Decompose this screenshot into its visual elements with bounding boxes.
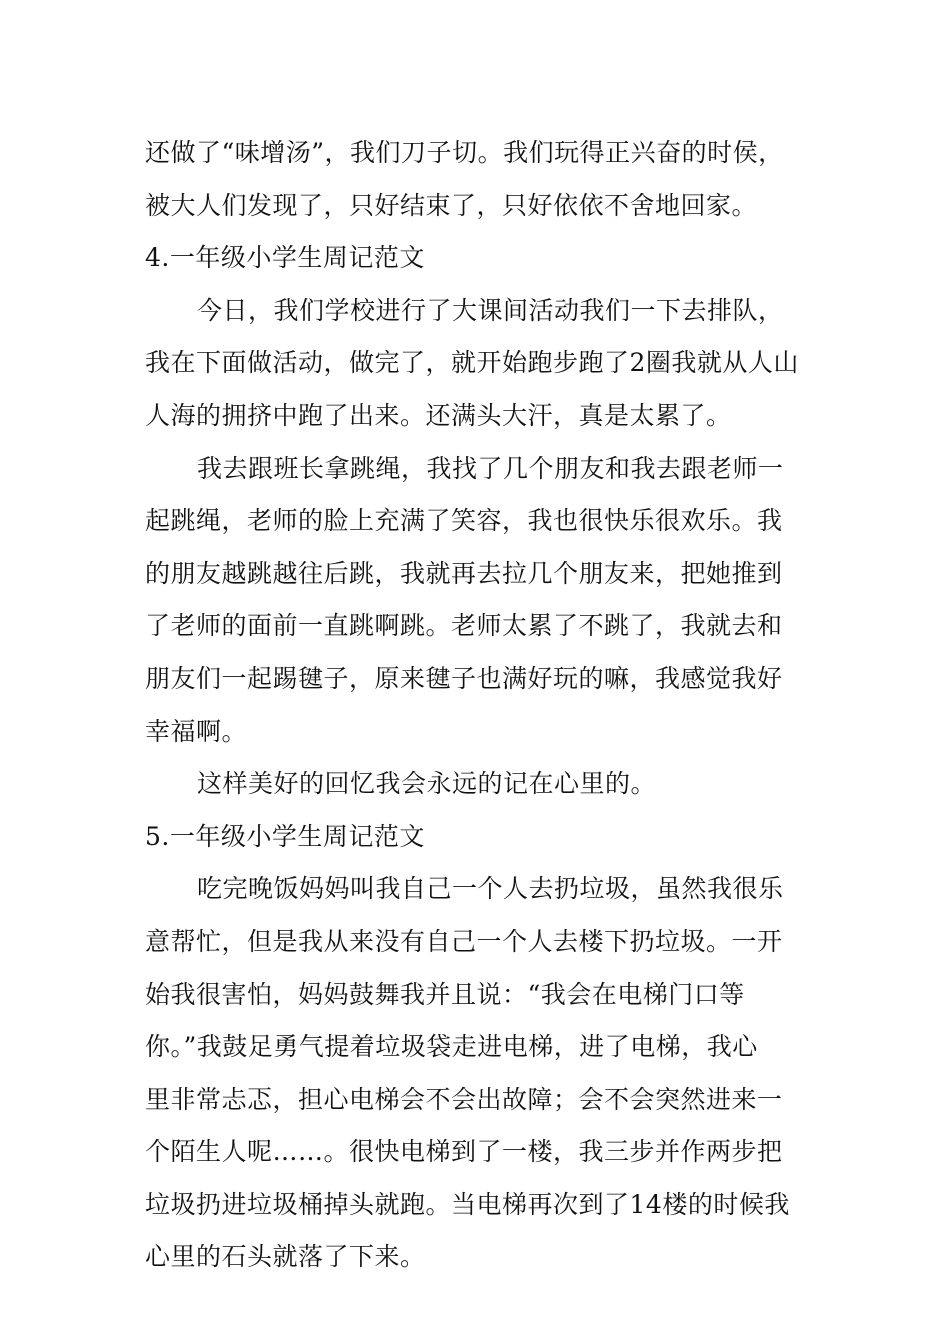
text-line: 个陌生人呢……。很快电梯到了一楼，我三步并作两步把 xyxy=(145,1137,783,1167)
document-body xyxy=(145,127,813,1284)
paragraph-first-line: 这样美好的回忆我会永远的记在心里的。 xyxy=(197,769,657,799)
section-heading: 4.一年级小学生周记范文 xyxy=(145,243,425,273)
paragraph-first-line: 我去跟班长拿跳绳，我找了几个朋友和我去跟老师一 xyxy=(197,453,784,483)
text-line: 还做了“味增汤”，我们刀子切。我们玩得正兴奋的时侯， xyxy=(145,138,784,167)
text-line: 起跳绳，老师的脸上充满了笑容，我也很快乐很欢乐。我 xyxy=(145,506,783,536)
text-line: 被大人们发现了，只好结束了，只好依依不舍地回家。 xyxy=(145,190,758,220)
paragraph-first-line: 吃完晚饭妈妈叫我自己一个人去扔垃圾，虽然我很乐 xyxy=(197,874,784,904)
text-line: 里非常忐忑，担心电梯会不会出故障；会不会突然进来一 xyxy=(145,1084,783,1114)
text-line: 你。”我鼓足勇气提着垃圾袋走进电梯，进了电梯，我心 xyxy=(145,1032,758,1062)
text-line: 我在下面做活动，做完了，就开始跑步跑了2圈我就从人山 xyxy=(145,348,799,378)
text-line: 垃圾扔进垃圾桶掉头就跑。当电梯再次到了14楼的时候我 xyxy=(145,1189,790,1219)
text-line: 了老师的面前一直跳啊跳。老师太累了不跳了，我就去和 xyxy=(145,611,783,641)
text-line: 朋友们一起踢毽子，原来毽子也满好玩的嘛，我感觉我好 xyxy=(145,663,783,693)
section-heading: 5.一年级小学生周记范文 xyxy=(145,821,425,851)
text-line: 幸福啊。 xyxy=(145,716,248,746)
text-line: 人海的拥挤中跑了出来。还满头大汗，真是太累了。 xyxy=(145,400,732,430)
text-line: 的朋友越跳越往后跳，我就再去拉几个朋友来，把她推到 xyxy=(145,558,783,588)
paragraph-first-line: 今日，我们学校进行了大课间活动我们一下去排队， xyxy=(197,295,784,325)
text-line: 意帮忙，但是我从来没有自己一个人去楼下扔垃圾。一开 xyxy=(145,926,783,956)
text-line: 心里的石头就落了下来。 xyxy=(145,1242,426,1272)
text-line: 始我很害怕，妈妈鼓舞我并且说：“我会在电梯门口等 xyxy=(145,979,745,1009)
